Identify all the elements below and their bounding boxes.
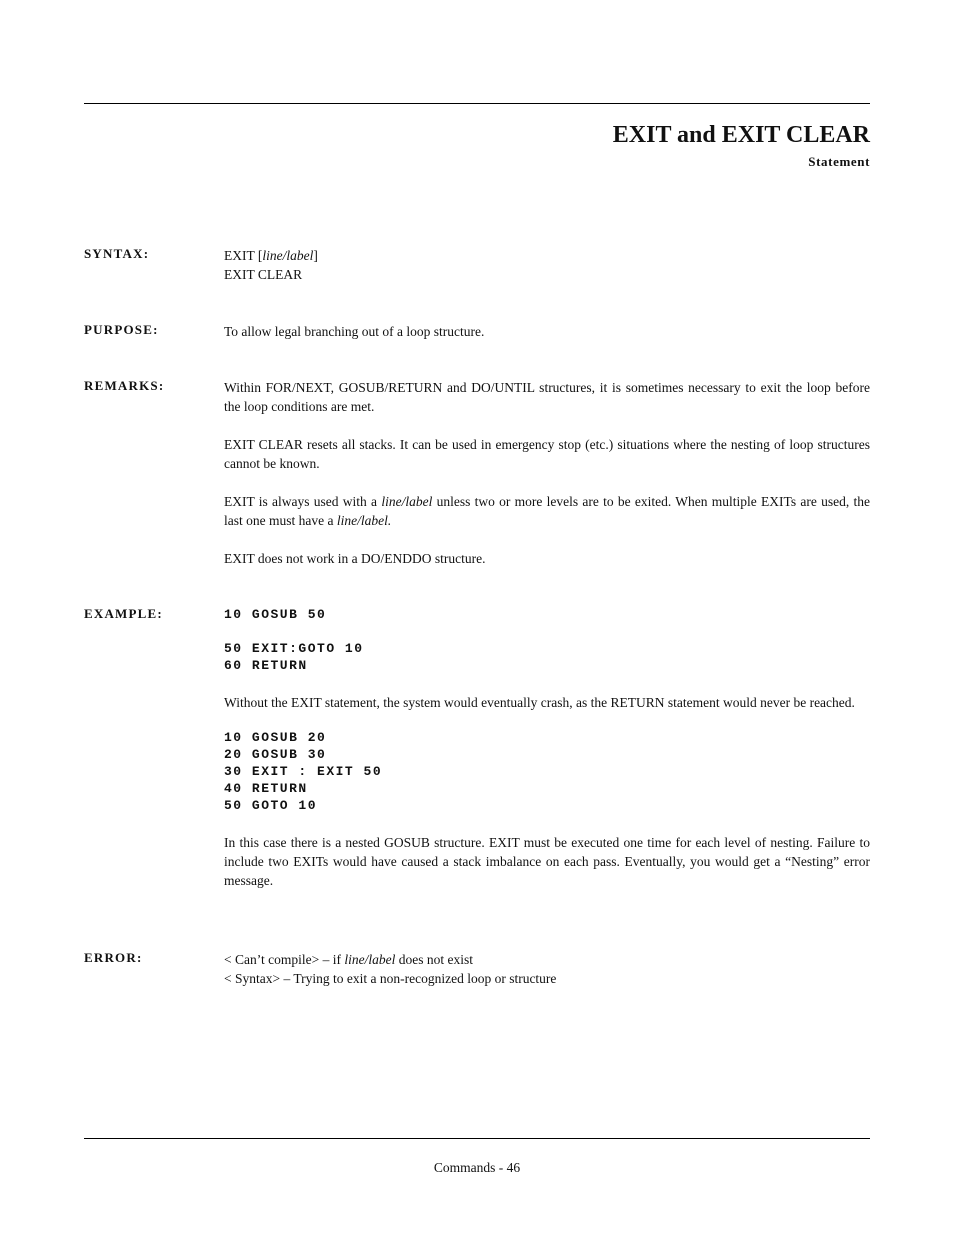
remarks-paragraph-1: Within FOR/NEXT, GOSUB/RETURN and DO/UNTIL structures, it is sometimes necessary to exit the loop before the loop conditions are met. xyxy=(224,380,870,414)
purpose-text: To allow legal branching out of a loop structure. xyxy=(224,324,485,339)
syntax-label: SYNTAX: xyxy=(84,246,150,261)
footer-rule xyxy=(84,1138,870,1139)
syntax-block xyxy=(224,246,870,284)
page-title: EXIT and EXIT CLEAR xyxy=(612,122,870,148)
example-explanation-1: Without the EXIT statement, the system would eventually crash, as the RETURN statement would never be reached. xyxy=(224,695,855,710)
remarks-block xyxy=(224,378,870,568)
remarks-label: REMARKS: xyxy=(84,378,165,393)
syntax-line-2: EXIT CLEAR xyxy=(224,267,303,282)
error-line-1: < Can’t compile> – if line/label does not exist xyxy=(224,952,473,967)
example-explanation-2: In this case there is a nested GOSUB structure. EXIT must be executed one time for each level of nesting. Failure to include two EXITs would have caused a stack imbalance on each pass. Eventually, you would get a “Nesting” error message. xyxy=(224,835,870,888)
page-footer: Commands - 46 xyxy=(433,1160,521,1175)
syntax-line-1 xyxy=(224,246,870,265)
code-line: 10 GOSUB 20 xyxy=(224,730,327,745)
code-line: 40 RETURN xyxy=(224,781,308,796)
purpose-label: PURPOSE: xyxy=(84,322,159,337)
syntax-argument: line/label xyxy=(262,248,314,263)
code-line: 50 GOTO 10 xyxy=(224,798,318,813)
remarks-paragraph-3: EXIT is always used with a line/label unless two or more levels are to be exited. When multiple EXITs are used, the last one must have a line/label. xyxy=(224,494,870,528)
code-line: 50 EXIT:GOTO 10 xyxy=(224,641,364,656)
remarks-paragraph-2: EXIT CLEAR resets all stacks. It can be used in emergency stop (etc.) situations where the nesting of loop structures cannot be known. xyxy=(224,437,870,471)
error-line-2: < Syntax> – Trying to exit a non-recognized loop or structure xyxy=(224,971,557,986)
code-line: 10 GOSUB 50 xyxy=(224,607,327,622)
remarks-paragraph-4: EXIT does not work in a DO/ENDDO structure. xyxy=(224,551,486,566)
syntax-keyword: EXIT [ xyxy=(224,248,263,263)
example-label: EXAMPLE: xyxy=(84,606,163,621)
code-line: 20 GOSUB 30 xyxy=(224,747,327,762)
purpose-block xyxy=(224,322,870,341)
header-rule xyxy=(84,103,870,104)
syntax-bracket: ] xyxy=(313,248,318,263)
code-line: 30 EXIT : EXIT 50 xyxy=(224,764,383,779)
example-block xyxy=(224,606,870,890)
error-label: ERROR: xyxy=(84,950,143,965)
error-block xyxy=(224,950,870,988)
page-subtitle: Statement xyxy=(808,154,870,169)
code-line: 60 RETURN xyxy=(224,658,308,673)
